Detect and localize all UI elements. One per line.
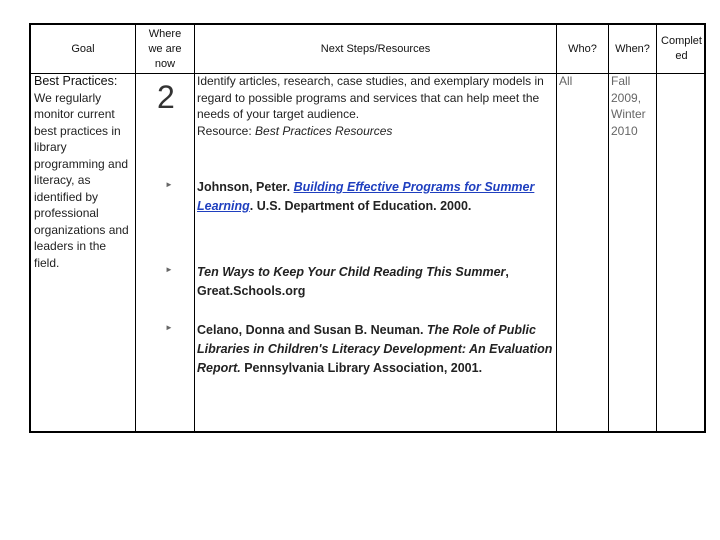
resource-title: Best Practices Resources <box>255 123 393 138</box>
header-next-steps: Next Steps/Resources <box>320 42 431 55</box>
resource-item <box>165 321 557 378</box>
resource-label: Resource: <box>197 123 256 138</box>
next-steps-cell <box>197 73 553 139</box>
resource-details: , Great.Schools.org <box>197 265 509 298</box>
header-completed: Complet ed <box>661 35 702 62</box>
header-who: Who? <box>568 42 597 55</box>
header-when: When? <box>615 42 650 55</box>
column-divider <box>135 25 136 431</box>
who-value: All <box>559 74 573 88</box>
resource-item <box>165 178 557 216</box>
header-goal: Goal <box>71 42 95 55</box>
resource-author: Johnson, Peter. <box>197 180 294 194</box>
resource-line <box>197 123 553 140</box>
where-we-are-value: 2 <box>157 79 175 115</box>
resource-link[interactable]: Building Effective Programs for Summer Learning <box>197 180 535 213</box>
goal-cell <box>34 73 134 271</box>
resource-title: Ten Ways to Keep Your Child Reading This Summer <box>197 265 506 279</box>
resource-title: The Role of Public Libraries in Children's Literacy Development: An Evaluation Report. <box>197 323 553 375</box>
header-where-we-are-now: Where we are now <box>148 27 182 70</box>
goal-title: Best Practices: <box>34 74 118 88</box>
goal-description: We regularly monitor current best practices in library programming and literacy, as identified by professional organizations and leaders in the field. <box>34 90 129 270</box>
resource-author: Celano, Donna and Susan B. Neuman. <box>197 323 427 337</box>
resource-details: . U.S. Department of Education. 2000. <box>249 199 472 213</box>
resource-details: Pennsylvania Library Association, 2001. <box>240 361 483 375</box>
next-steps-intro: Identify articles, research, case studies, and exemplary models in regard to possible programs and services that can help meet the needs of your target audience. <box>197 74 544 121</box>
triangle-bullet-icon: ► <box>165 323 173 332</box>
column-divider <box>608 25 609 431</box>
triangle-bullet-icon: ► <box>165 265 173 274</box>
column-divider <box>194 25 195 431</box>
action-plan-table <box>29 23 706 433</box>
resource-item <box>165 263 557 301</box>
triangle-bullet-icon: ► <box>165 180 173 189</box>
when-value: Fall 2009, Winter 2010 <box>611 74 646 138</box>
column-divider <box>656 25 657 431</box>
